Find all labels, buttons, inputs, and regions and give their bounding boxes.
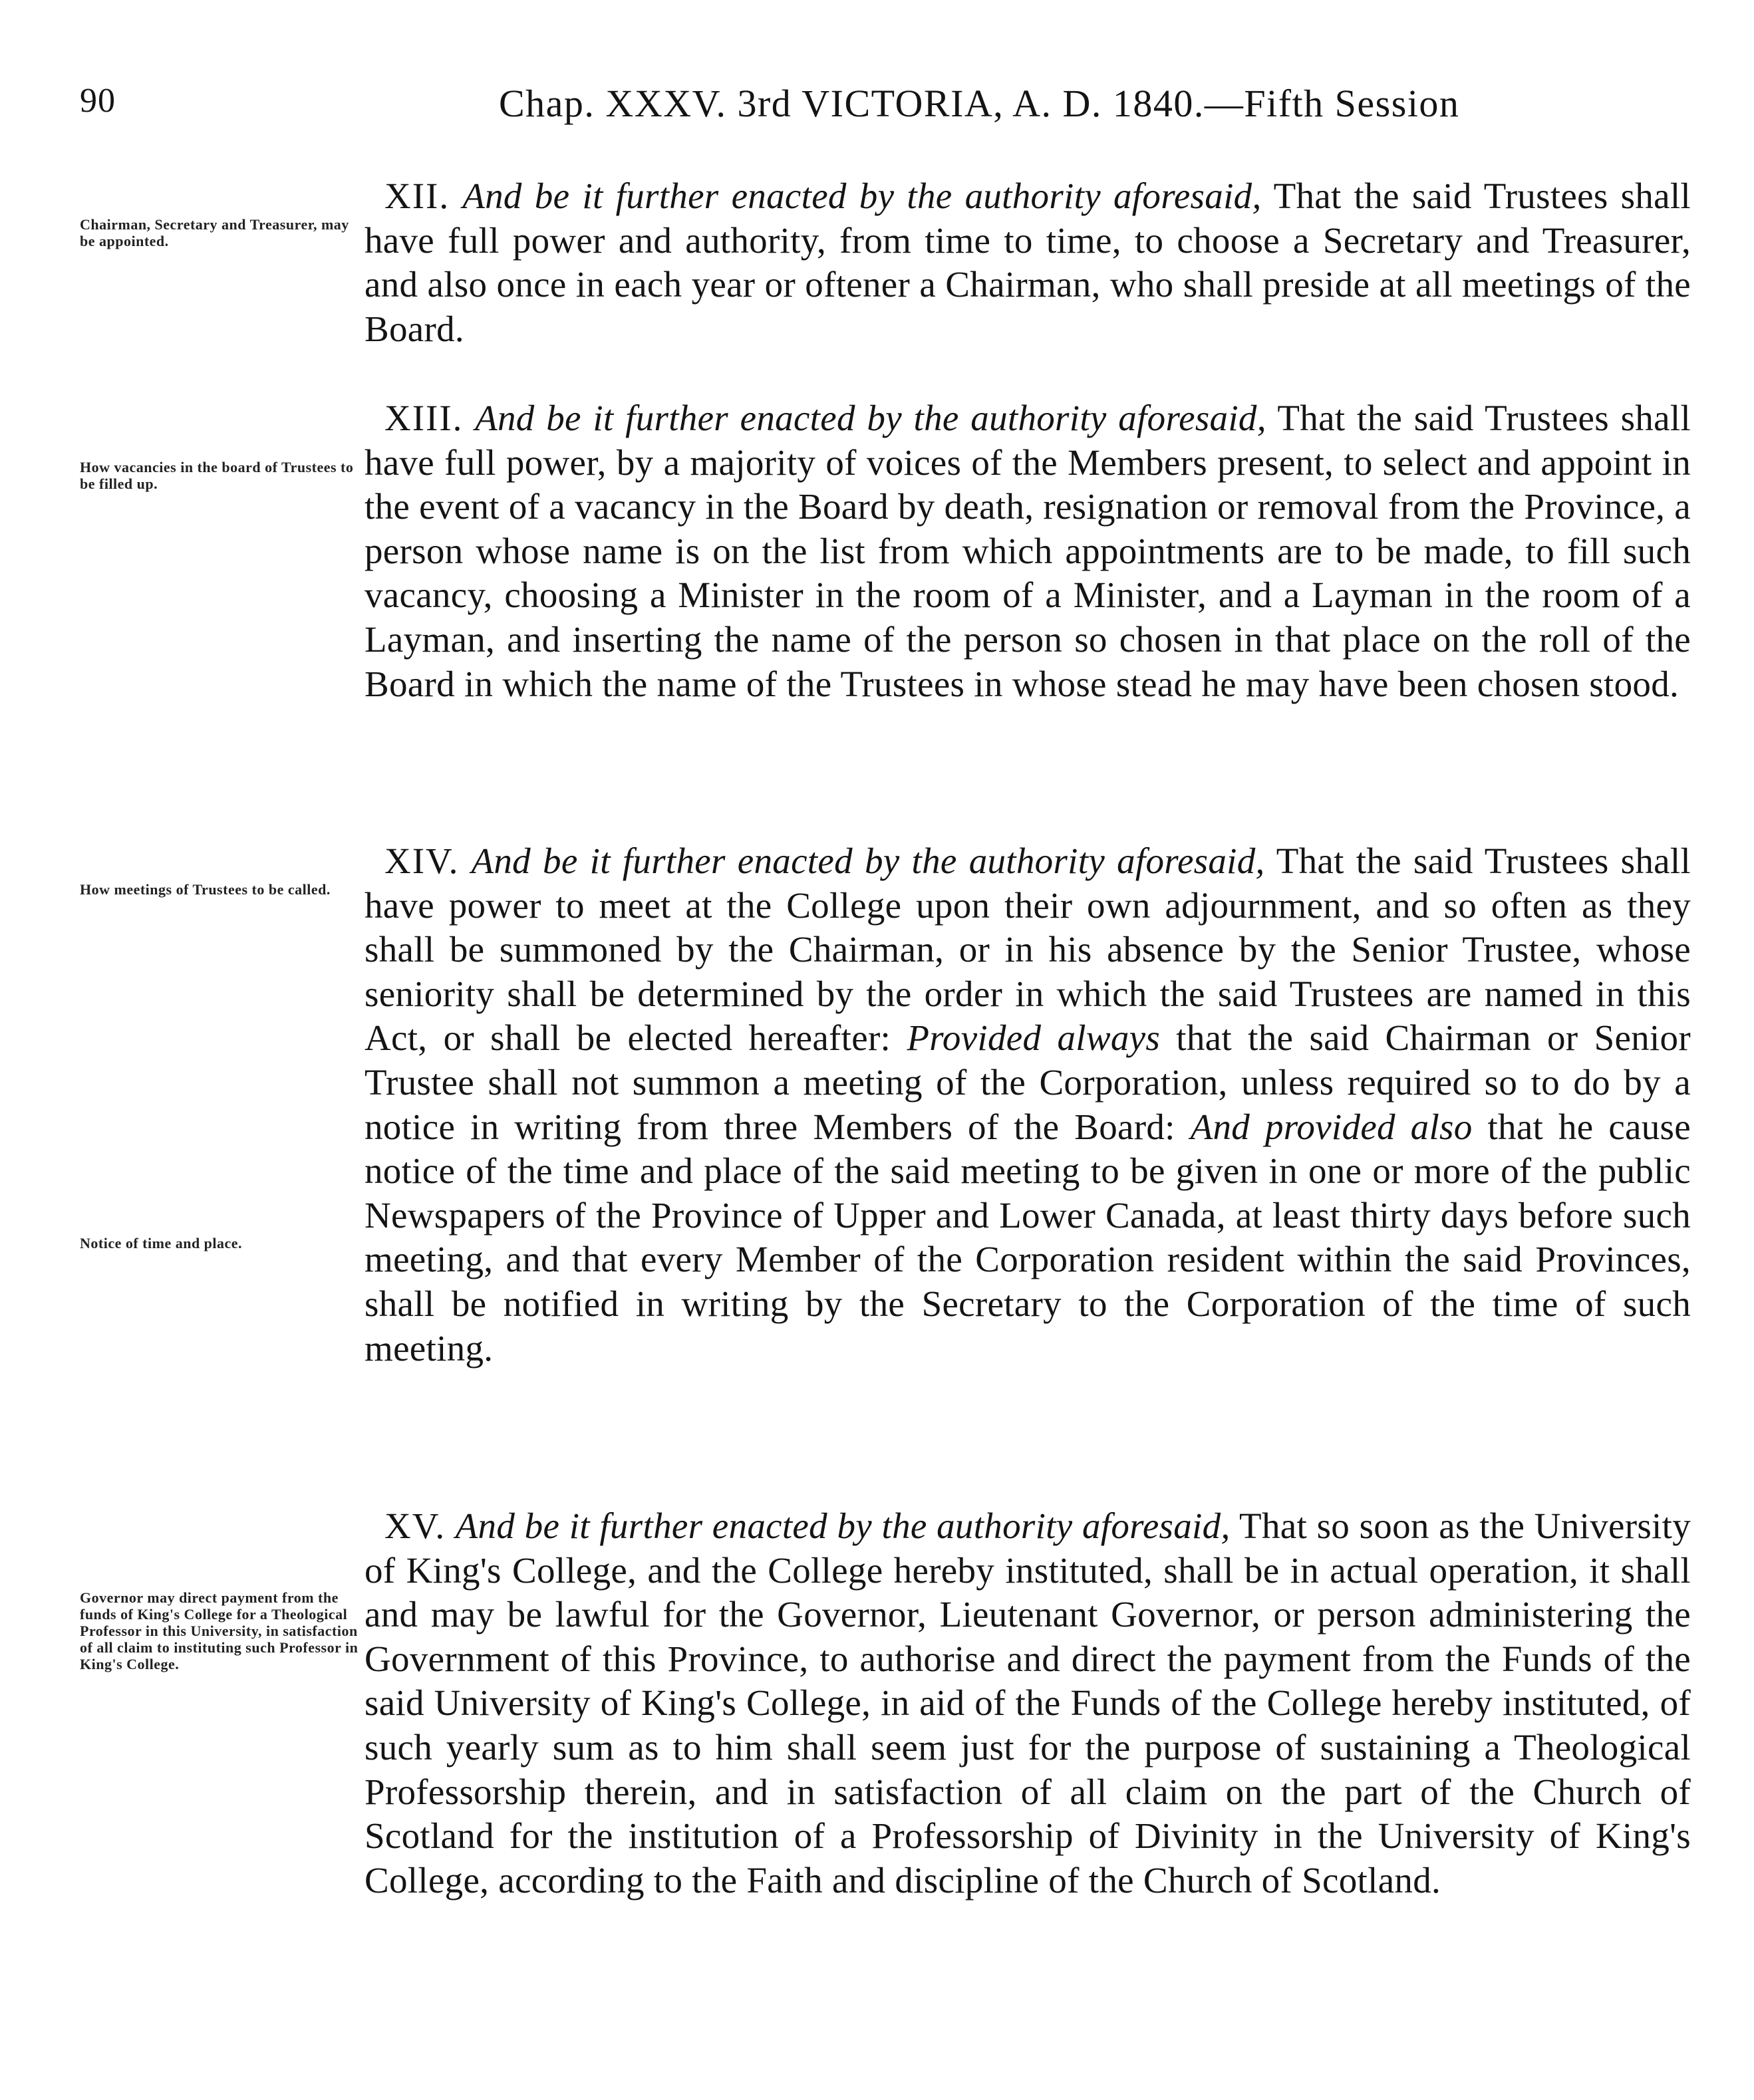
page-number: 90 [80, 82, 116, 120]
margin-note-meetings: How meetings of Trustees to be called. [80, 881, 331, 898]
margin-note-vacancies: How vacancies in the board of Trustees to be filled up. [80, 459, 354, 492]
page-header [80, 81, 1689, 141]
section-text: That the said Trustees shall have power to meet at the College upon their own adjournment, and so often as they shall be summoned by the Chairman, or in his absence by the Senior Trustee, whose seniority shall be determined by the order in which the said Trustees are named in this Act, or shall be elected hereafter: [365, 841, 1691, 1059]
section-xiv [365, 839, 1691, 1371]
enacting-formula: And be it further enacted by the authority aforesaid, [455, 1506, 1231, 1546]
section-text: that the said Chairman or Senior Trustee shall not summon a meeting of the Corporation, unless required so to do by a notice in writing from three Members of the Board: [365, 1017, 1691, 1147]
enacting-formula: And be it further enacted by the authority aforesaid, [475, 398, 1266, 438]
section-number: XV. [384, 1506, 446, 1546]
section-text: that he cause notice of the time and place of the said meeting to be given in one or more of the public Newspapers of the Province of Upper and Lower Canada, at least thirty days before such meeting, and that every Member of the Corporation resident within the said Provinces, shall be notified in writing by the Secretary to the Corporation of the time of such meeting. [365, 1106, 1691, 1369]
section-xiii [365, 396, 1691, 706]
enacting-formula: And be it further enacted by the authority aforesaid, [471, 841, 1265, 881]
running-head: Chap. XXXV. 3rd VICTORIA, A. D. 1840.—Fifth Session [499, 82, 1460, 125]
section-number: XIII. [384, 398, 464, 438]
margin-note-governor: Governor may direct payment from the funds of King's College for a Theological Professor in this University, in satisfaction of all claim to instituting such Professor in King's College. [80, 1589, 359, 1672]
section-number: XIV. [384, 841, 460, 881]
proviso: And provided also [1190, 1106, 1473, 1147]
section-text: That the said Trustees shall have full power, by a majority of voices of the Members present, to select and appoint in the event of a vacancy in the Board by death, resignation or removal from the Province, a person whose name is on the list from which appointments are to be made, to fill such vacancy, choosing a Minister in the room of a Minister, and a Layman in the room of a Layman, and inserting the name of the person so chosen in that place on the roll of the Board in which the name of the Trustees in whose stead he may have been chosen stood. [365, 398, 1691, 704]
margin-note-notice: Notice of time and place. [80, 1235, 243, 1251]
section-xv [365, 1504, 1691, 1903]
enacting-formula: And be it further enacted by the authority aforesaid, [462, 176, 1262, 216]
section-text: That the said Trustees shall have full power and authority, from time to time, to choose a Secretary and Treasurer, and also once in each year or oftener a Chairman, who shall preside at all meetings of the Board. [365, 176, 1691, 349]
section-text: That so soon as the University of King's College, and the College hereby instituted, shall be in actual operation, it shall and may be lawful for the Governor, Lieutenant Governor, or person administering the Government of this Province, to authorise and direct the payment from the Funds of the said University of King's College, in aid of the Funds of the College hereby instituted, of such yearly sum as to him shall seem just for the purpose of sustaining a Theological Professorship therein, and in satisfaction of all claim on the part of the Church of Scotland for the institution of a Professorship of Divinity in the University of King's College, according to the Faith and discipline of the Church of Scotland. [365, 1506, 1691, 1901]
margin-note-chairman: Chairman, Secretary and Treasurer, may be appointed. [80, 216, 349, 249]
section-number: XII. [384, 176, 450, 216]
section-xii [365, 174, 1691, 351]
proviso: Provided always [907, 1017, 1161, 1059]
